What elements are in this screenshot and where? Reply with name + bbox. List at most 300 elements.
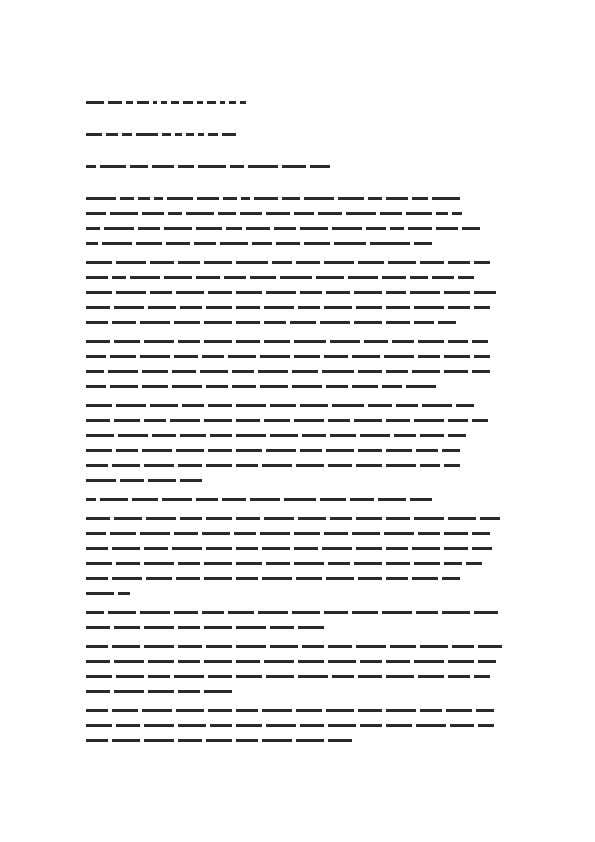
text-word-mark <box>266 291 296 294</box>
text-word-mark <box>392 340 414 343</box>
text-word-mark <box>112 547 140 550</box>
text-word-mark <box>298 626 324 629</box>
text-word-mark <box>108 101 122 104</box>
text-word-mark <box>130 165 148 168</box>
text-word-mark <box>144 340 174 343</box>
text-word-mark <box>356 547 382 550</box>
text-word-mark <box>144 547 168 550</box>
text-word-mark <box>236 724 262 727</box>
text-line <box>86 654 510 669</box>
text-word-mark <box>86 276 108 279</box>
text-word-mark <box>382 385 402 388</box>
text-word-mark <box>178 645 202 648</box>
text-word-mark <box>236 517 260 520</box>
text-word-mark <box>296 709 322 712</box>
text-word-mark <box>386 724 412 727</box>
text-word-mark <box>296 577 322 580</box>
text-word-mark <box>172 385 202 388</box>
text-line <box>86 221 510 236</box>
text-word-mark <box>112 464 140 467</box>
text-line <box>86 620 510 635</box>
text-word-mark <box>148 675 170 678</box>
text-line <box>86 605 510 620</box>
text-word-mark <box>264 517 294 520</box>
text-word-mark <box>330 340 360 343</box>
paragraph <box>86 703 510 748</box>
text-word-mark <box>266 449 296 452</box>
text-word-mark <box>318 212 342 215</box>
text-word-mark <box>410 291 440 294</box>
text-word-mark <box>262 547 290 550</box>
text-word-mark <box>153 101 157 104</box>
text-word-mark <box>204 577 232 580</box>
text-word-mark <box>382 611 412 614</box>
text-word-mark <box>186 133 194 136</box>
text-word-mark <box>202 532 230 535</box>
text-word-mark <box>232 370 254 373</box>
text-word-mark <box>178 165 194 168</box>
text-word-mark <box>206 464 232 467</box>
text-word-mark <box>114 660 144 663</box>
text-word-mark <box>354 291 382 294</box>
text-word-mark <box>144 645 174 648</box>
text-line <box>86 191 510 206</box>
text-word-mark <box>250 276 276 279</box>
text-word-mark <box>348 276 378 279</box>
text-word-mark <box>368 404 392 407</box>
text-word-mark <box>86 724 112 727</box>
text-word-mark <box>474 611 498 614</box>
text-word-mark <box>262 709 292 712</box>
text-word-mark <box>154 197 163 200</box>
text-word-mark <box>276 242 300 245</box>
text-word-mark <box>326 709 354 712</box>
text-word-mark <box>292 370 318 373</box>
text-word-mark <box>436 212 448 215</box>
text-word-mark <box>174 532 198 535</box>
header-line <box>86 95 510 110</box>
text-word-mark <box>262 739 292 742</box>
text-word-mark <box>380 212 402 215</box>
text-line <box>86 571 510 586</box>
text-word-mark <box>420 434 444 437</box>
text-word-mark <box>116 724 140 727</box>
text-word-mark <box>448 434 466 437</box>
text-word-mark <box>138 197 150 200</box>
text-word-mark <box>300 449 322 452</box>
text-word-mark <box>264 306 294 309</box>
text-line <box>86 473 510 488</box>
text-word-mark <box>114 306 144 309</box>
text-line <box>86 718 510 733</box>
text-word-mark <box>386 291 406 294</box>
text-word-mark <box>236 261 268 264</box>
text-word-mark <box>448 261 470 264</box>
text-word-mark <box>478 660 496 663</box>
text-word-mark <box>224 276 246 279</box>
text-word-mark <box>272 261 292 264</box>
text-word-mark <box>266 724 296 727</box>
text-word-mark <box>164 227 192 230</box>
text-word-mark <box>420 261 444 264</box>
text-word-mark <box>204 690 232 693</box>
text-word-mark <box>476 709 494 712</box>
text-word-mark <box>474 306 490 309</box>
text-word-mark <box>322 370 354 373</box>
text-word-mark <box>266 212 290 215</box>
text-word-mark <box>350 498 374 501</box>
text-word-mark <box>120 197 134 200</box>
text-word-mark <box>416 449 438 452</box>
text-word-mark <box>386 709 416 712</box>
text-word-mark <box>378 498 406 501</box>
paragraph <box>86 191 510 251</box>
text-word-mark <box>386 370 408 373</box>
text-word-mark <box>86 212 106 215</box>
text-word-mark <box>114 340 140 343</box>
text-word-mark <box>384 355 414 358</box>
text-word-mark <box>86 165 96 168</box>
text-word-mark <box>236 419 260 422</box>
text-word-mark <box>232 385 256 388</box>
text-line <box>86 364 510 379</box>
text-word-mark <box>137 101 149 104</box>
text-word-mark <box>148 660 174 663</box>
header-line <box>86 159 510 174</box>
text-word-mark <box>444 532 468 535</box>
text-word-mark <box>478 645 502 648</box>
text-word-mark <box>448 340 468 343</box>
text-word-mark <box>478 724 494 727</box>
text-word-mark <box>110 355 136 358</box>
text-word-mark <box>386 419 410 422</box>
text-word-mark <box>86 517 110 520</box>
text-word-mark <box>320 321 350 324</box>
text-line <box>86 285 510 300</box>
text-word-mark <box>444 464 460 467</box>
text-word-mark <box>236 626 266 629</box>
text-word-mark <box>390 227 404 230</box>
text-word-mark <box>114 517 142 520</box>
text-word-mark <box>174 321 200 324</box>
text-word-mark <box>250 498 280 501</box>
text-word-mark <box>358 261 384 264</box>
text-word-mark <box>112 709 138 712</box>
text-word-mark <box>174 611 198 614</box>
text-word-mark <box>356 645 386 648</box>
text-word-mark <box>114 690 144 693</box>
text-word-mark <box>282 165 306 168</box>
text-word-mark <box>330 517 352 520</box>
text-word-mark <box>448 675 470 678</box>
text-word-mark <box>86 562 112 565</box>
text-word-mark <box>86 626 110 629</box>
text-line <box>86 458 510 473</box>
text-word-mark <box>142 370 168 373</box>
text-word-mark <box>418 355 440 358</box>
text-word-mark <box>178 340 200 343</box>
text-word-mark <box>410 498 432 501</box>
text-word-mark <box>262 464 292 467</box>
text-word-mark <box>116 562 140 565</box>
text-line <box>86 541 510 556</box>
text-word-mark <box>416 724 446 727</box>
text-word-mark <box>150 261 174 264</box>
text-word-mark <box>310 165 330 168</box>
text-word-mark <box>472 340 488 343</box>
text-word-mark <box>236 340 260 343</box>
text-word-mark <box>112 276 126 279</box>
text-word-mark <box>386 660 410 663</box>
text-word-mark <box>364 340 388 343</box>
text-word-mark <box>414 306 444 309</box>
text-word-mark <box>282 197 300 200</box>
text-word-mark <box>240 101 246 104</box>
text-word-mark <box>420 709 442 712</box>
text-word-mark <box>324 355 348 358</box>
text-word-mark <box>386 321 410 324</box>
text-word-mark <box>100 498 128 501</box>
text-word-mark <box>354 321 382 324</box>
text-word-mark <box>448 660 474 663</box>
text-word-mark <box>150 404 178 407</box>
text-word-mark <box>332 227 362 230</box>
text-word-mark <box>112 645 140 648</box>
text-line <box>86 255 510 270</box>
text-word-mark <box>480 517 500 520</box>
text-word-mark <box>114 626 140 629</box>
text-word-mark <box>386 197 408 200</box>
text-word-mark <box>270 626 294 629</box>
text-word-mark <box>414 517 444 520</box>
text-word-mark <box>258 370 288 373</box>
text-line <box>86 556 510 571</box>
text-line <box>86 349 510 364</box>
text-line <box>86 236 510 251</box>
text-word-mark <box>352 611 378 614</box>
text-word-mark <box>146 577 172 580</box>
text-word-mark <box>328 562 350 565</box>
text-word-mark <box>416 611 438 614</box>
text-word-mark <box>280 276 312 279</box>
paragraph <box>86 511 510 601</box>
text-word-mark <box>326 291 350 294</box>
text-word-mark <box>258 611 288 614</box>
text-word-mark <box>144 419 166 422</box>
text-word-mark <box>86 227 100 230</box>
text-word-mark <box>236 562 262 565</box>
text-word-mark <box>382 276 406 279</box>
text-word-mark <box>264 340 290 343</box>
text-word-mark <box>414 321 434 324</box>
text-word-mark <box>207 101 216 104</box>
text-word-mark <box>172 370 196 373</box>
text-word-mark <box>414 660 444 663</box>
text-word-mark <box>294 340 326 343</box>
text-word-mark <box>176 449 204 452</box>
text-word-mark <box>300 404 328 407</box>
text-word-mark <box>86 464 108 467</box>
text-word-mark <box>122 133 132 136</box>
text-word-mark <box>328 739 352 742</box>
text-word-mark <box>316 276 344 279</box>
text-word-mark <box>448 306 470 309</box>
text-word-mark <box>386 464 416 467</box>
text-line <box>86 428 510 443</box>
text-word-mark <box>86 340 110 343</box>
text-word-mark <box>358 577 382 580</box>
text-word-mark <box>236 739 258 742</box>
text-word-mark <box>410 276 428 279</box>
text-word-mark <box>358 675 382 678</box>
text-line <box>86 703 510 718</box>
text-line <box>86 334 510 349</box>
text-word-mark <box>178 724 206 727</box>
text-word-mark <box>210 434 232 437</box>
text-word-mark <box>112 577 142 580</box>
text-word-mark <box>236 709 258 712</box>
text-word-mark <box>236 404 266 407</box>
text-word-mark <box>144 626 174 629</box>
text-word-mark <box>270 434 298 437</box>
text-word-mark <box>296 464 324 467</box>
text-word-mark <box>86 197 116 200</box>
text-word-mark <box>302 434 326 437</box>
text-word-mark <box>144 739 174 742</box>
text-word-mark <box>444 370 468 373</box>
text-word-mark <box>414 562 440 565</box>
text-word-mark <box>442 449 460 452</box>
text-word-mark <box>292 385 322 388</box>
text-word-mark <box>386 449 412 452</box>
text-word-mark <box>100 165 126 168</box>
text-word-mark <box>324 306 352 309</box>
text-word-mark <box>132 498 158 501</box>
text-word-mark <box>458 276 474 279</box>
text-word-mark <box>418 340 444 343</box>
text-word-mark <box>86 675 112 678</box>
text-word-mark <box>442 611 470 614</box>
text-word-mark <box>236 306 260 309</box>
text-word-mark <box>474 355 490 358</box>
text-word-mark <box>220 101 225 104</box>
text-word-mark <box>432 197 460 200</box>
text-word-mark <box>164 276 192 279</box>
text-word-mark <box>472 547 492 550</box>
text-word-mark <box>338 197 364 200</box>
text-word-mark <box>86 385 106 388</box>
text-word-mark <box>176 291 204 294</box>
text-line <box>86 684 510 699</box>
text-word-mark <box>204 261 232 264</box>
text-word-mark <box>186 212 214 215</box>
text-word-mark <box>148 479 176 482</box>
text-word-mark <box>236 434 266 437</box>
text-word-mark <box>236 645 266 648</box>
text-word-mark <box>150 291 172 294</box>
text-word-mark <box>420 645 448 648</box>
text-word-mark <box>294 532 320 535</box>
text-word-mark <box>236 660 260 663</box>
text-word-mark <box>206 306 232 309</box>
text-word-mark <box>202 355 224 358</box>
text-word-mark <box>118 592 130 595</box>
text-word-mark <box>360 660 382 663</box>
text-word-mark <box>102 242 132 245</box>
text-word-mark <box>144 724 174 727</box>
text-word-mark <box>324 261 354 264</box>
text-word-mark <box>248 165 278 168</box>
text-word-mark <box>236 321 260 324</box>
text-word-mark <box>176 709 204 712</box>
text-line <box>86 586 510 601</box>
text-word-mark <box>86 498 96 501</box>
text-line <box>86 733 510 748</box>
text-word-mark <box>356 517 382 520</box>
text-word-mark <box>229 101 236 104</box>
text-word-mark <box>220 242 248 245</box>
text-word-mark <box>116 404 146 407</box>
text-word-mark <box>161 101 167 104</box>
text-word-mark <box>274 227 296 230</box>
text-word-mark <box>86 261 112 264</box>
text-word-mark <box>86 739 108 742</box>
text-word-mark <box>326 577 354 580</box>
text-word-mark <box>144 562 174 565</box>
text-word-mark <box>204 321 232 324</box>
text-word-mark <box>228 355 256 358</box>
text-word-mark <box>106 133 118 136</box>
text-word-mark <box>136 242 162 245</box>
text-word-mark <box>196 227 222 230</box>
text-word-mark <box>171 101 179 104</box>
text-word-mark <box>456 404 474 407</box>
text-word-mark <box>236 464 258 467</box>
text-line <box>86 443 510 458</box>
text-word-mark <box>388 261 416 264</box>
text-word-mark <box>332 675 354 678</box>
text-line <box>86 492 510 507</box>
text-word-mark <box>356 464 382 467</box>
text-word-mark <box>197 197 219 200</box>
text-word-mark <box>294 547 318 550</box>
text-word-mark <box>390 645 416 648</box>
text-word-mark <box>223 197 237 200</box>
text-word-mark <box>180 434 206 437</box>
text-word-mark <box>178 690 200 693</box>
text-word-mark <box>414 242 432 245</box>
text-word-mark <box>296 739 324 742</box>
text-word-mark <box>197 101 203 104</box>
text-word-mark <box>260 385 288 388</box>
text-word-mark <box>386 562 410 565</box>
text-word-mark <box>206 645 232 648</box>
text-word-mark <box>298 675 328 678</box>
text-word-mark <box>208 291 232 294</box>
text-word-mark <box>254 197 278 200</box>
text-word-mark <box>86 660 110 663</box>
text-word-mark <box>328 724 356 727</box>
text-word-mark <box>167 197 193 200</box>
text-word-mark <box>328 419 350 422</box>
text-word-mark <box>432 276 454 279</box>
text-line <box>86 398 510 413</box>
document-body <box>86 95 510 748</box>
text-word-mark <box>110 385 138 388</box>
text-word-mark <box>304 197 334 200</box>
text-word-mark <box>368 197 382 200</box>
text-word-mark <box>324 611 348 614</box>
